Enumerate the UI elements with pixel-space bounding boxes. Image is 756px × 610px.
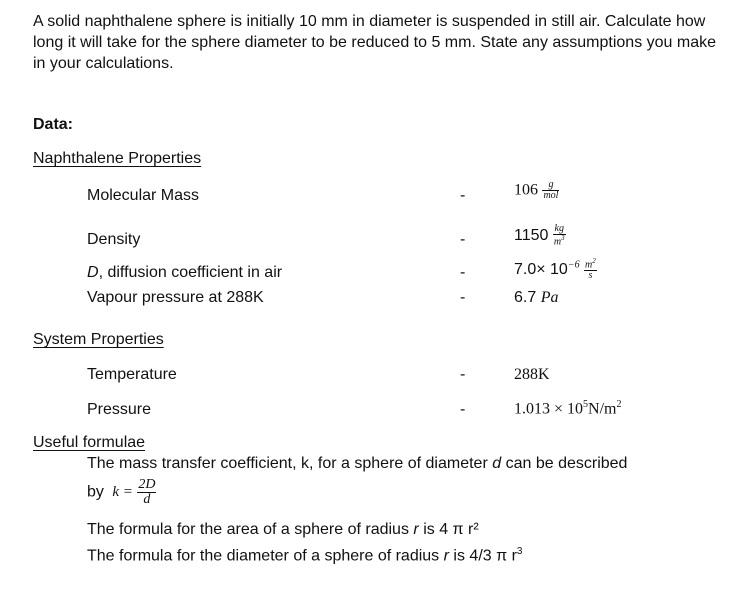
vapour-pressure-dash: -: [460, 289, 466, 306]
unit-denominator: mol: [543, 190, 559, 201]
k-denominator: d: [143, 492, 151, 507]
unit-denominator: $m^3$: [553, 234, 565, 248]
sphere-area-formula: The formula for the area of a sphere of radius r is 4 π r²: [87, 521, 479, 538]
temperature-dash: -: [460, 366, 466, 383]
molecular-mass-label: Molecular Mass: [87, 187, 200, 204]
diffusion-coefficient-value: $7.0\times 10^{-6}$ $\frac{m^2}{s}$: [514, 257, 596, 282]
molecular-mass-unit: [542, 180, 559, 201]
density-unit: [553, 224, 566, 247]
molecular-mass-value: [514, 180, 559, 201]
pressure-value: $1.013 \times 10^5N/m^2$: [514, 399, 622, 418]
density-value: [514, 224, 566, 247]
temperature-value: 288K: [514, 366, 550, 383]
unit-numerator: $m^2$: [585, 257, 596, 271]
useful-formulae-heading: Useful formulae: [33, 434, 146, 451]
molecular-mass-number: 106: [514, 181, 538, 199]
problem-statement: A solid naphthalene sphere is initially 10 mm in diameter is suspended in still air. Calculate how long it will take for the sphere diameter to be reduced to 5 mm. State any assumptions you make in your calculations.: [33, 13, 717, 72]
k-fraction: [137, 478, 156, 507]
vapour-pressure-label: Vapour pressure at 288K: [87, 289, 264, 306]
molecular-mass-dash: -: [460, 187, 466, 204]
density-label: Density: [87, 231, 141, 248]
density-dash: -: [460, 231, 466, 248]
diffusion-coefficient-dash: -: [460, 264, 466, 281]
system-properties-heading: System Properties: [33, 331, 164, 348]
data-heading: Data:: [33, 116, 74, 133]
unit-numerator: g: [542, 180, 559, 191]
temperature-label: Temperature: [87, 366, 177, 383]
diffusion-coefficient-unit: [584, 258, 597, 281]
mass-transfer-text: The mass transfer coefficient, k, for a sphere of diameter d can be described: [87, 455, 628, 472]
sphere-diameter-formula: The formula for the diameter of a sphere of radius r is 4/3 π $r^3$: [87, 546, 523, 565]
density-number: 1150: [514, 226, 549, 244]
unit-numerator: kg: [554, 223, 564, 234]
vapour-pressure-value: 6.7 Pa: [514, 289, 559, 306]
naphthalene-properties-heading: Naphthalene Properties: [33, 150, 202, 167]
k-numerator: 2D: [138, 477, 156, 492]
unit-denominator: s: [588, 270, 593, 282]
mass-transfer-formula: by k = $\frac{2D}{d}$: [87, 477, 156, 507]
pressure-dash: -: [460, 401, 466, 418]
pressure-label: Pressure: [87, 401, 152, 418]
diffusion-coefficient-label: D, diffusion coefficient in air: [87, 264, 283, 281]
